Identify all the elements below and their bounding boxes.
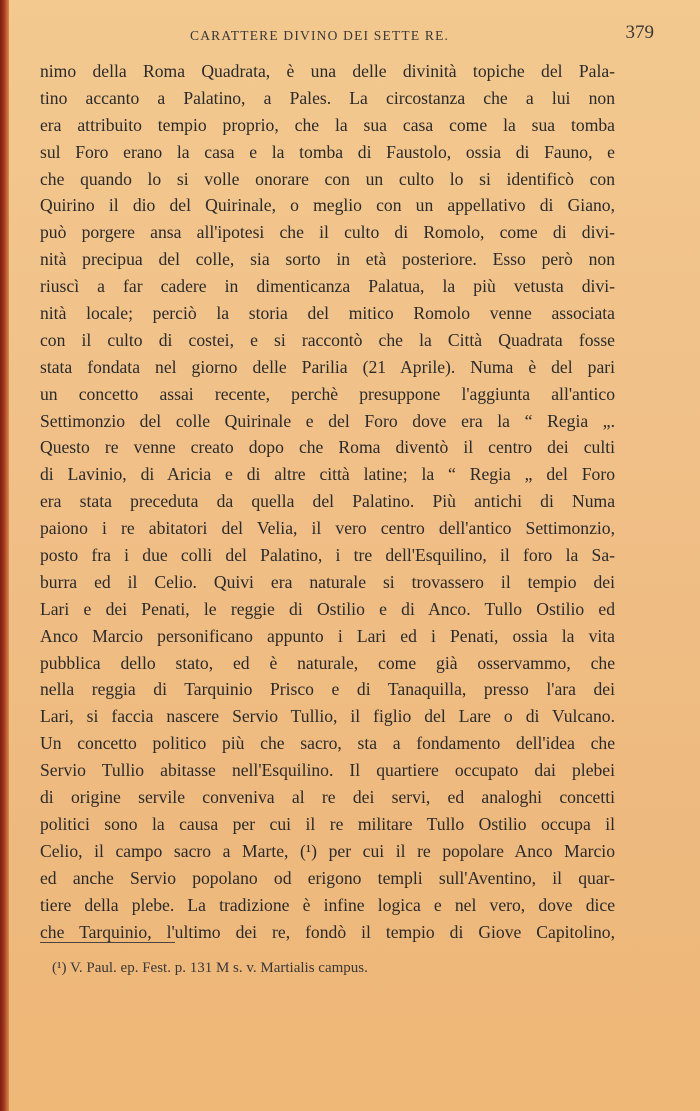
text-line: nella reggia di Tarquinio Prisco e di Tanaquilla, presso l'ara dei (40, 679, 615, 700)
text-line: posto fra i due colli del Palatino, i tre dell'Esquilino, il foro la Sa- (40, 545, 615, 566)
text-line: un concetto assai recente, perchè presuppone l'aggiunta all'antico (40, 383, 615, 404)
text-line: che quando lo si volle onorare con un culto lo si identificò con (40, 168, 615, 189)
body-text (40, 58, 615, 945)
text-line: Lari e dei Penati, le reggie di Ostilio e di Anco. Tullo Ostilio ed (40, 598, 615, 619)
text-line: con il culto di costei, e si raccontò che la Città Quadrata fosse (40, 329, 615, 350)
text-line: Un concetto politico più che sacro, sta a fondamento dell'idea che (40, 733, 615, 754)
text-line: che Tarquinio, l'ultimo dei re, fondò il tempio di Giove Capitolino, (40, 921, 615, 942)
text-line: stata fondata nel giorno delle Parilia (21 Aprile). Numa è del pari (40, 356, 615, 377)
text-line: può porgere ansa all'ipotesi che il culto di Romolo, come di divi- (40, 222, 615, 243)
text-line: pubblica dello stato, ed è naturale, come già osservammo, che (40, 652, 615, 673)
text-line: Lari, si faccia nascere Servio Tullio, il figlio del Lare o di Vulcano. (40, 706, 615, 727)
text-line: tiere della plebe. La tradizione è infine logica e nel vero, dove dice (40, 894, 615, 915)
text-line: nità precipua del colle, sia sorto in età posteriore. Esso però non (40, 249, 615, 270)
text-line: era stata preceduta da quella del Palatino. Più antichi di Numa (40, 491, 615, 512)
page-header (40, 20, 654, 48)
text-line: di origine servile conveniva al re dei servi, ed analoghi concetti (40, 787, 615, 808)
text-line: Celio, il campo sacro a Marte, (¹) per cui il re popolare Anco Marcio (40, 840, 615, 861)
text-line: di Lavinio, di Aricia e di altre città latine; la “ Regia „ del Foro (40, 464, 615, 485)
footnote: (¹) V. Paul. ep. Fest. p. 131 M s. v. Martialis campus. (52, 960, 368, 976)
text-line: Quirino il dio del Quirinale, o meglio con un appellativo di Giano, (40, 195, 615, 216)
text-line: tino accanto a Palatino, a Pales. La circostanza che a lui non (40, 87, 615, 108)
text-line: paiono i re abitatori del Velia, il vero centro dell'antico Settimonzio, (40, 518, 615, 539)
text-line: ed anche Servio popolano od erigono templi sull'Aventino, il quar- (40, 867, 615, 888)
text-line: burra ed il Celio. Quivi era naturale si trovassero il tempio dei (40, 571, 615, 592)
text-line: nimo della Roma Quadrata, è una delle divinità topiche del Pala- (40, 61, 615, 81)
text-line: politici sono la causa per cui il re militare Tullo Ostilio occupa il (40, 813, 615, 834)
page-number: 379 (625, 22, 654, 43)
text-line: era attribuito tempio proprio, che la sua casa come la sua tomba (40, 114, 615, 135)
text-line: sul Foro erano la casa e la tomba di Faustolo, ossia di Fauno, e (40, 141, 615, 162)
text-line: riuscì a far cadere in dimenticanza Palatua, la più vetusta divi- (40, 276, 615, 297)
text-line: Settimonzio del colle Quirinale e del Foro dove era la “ Regia „. (40, 410, 615, 431)
text-line: Servio Tullio abitasse nell'Esquilino. Il quartiere occupato dai plebei (40, 760, 615, 781)
running-head: CARATTERE DIVINO DEI SETTE RE. (190, 28, 450, 43)
text-line: Questo re venne creato dopo che Roma diventò il centro dei culti (40, 437, 615, 458)
text-line: Anco Marcio personificano appunto i Lari ed i Penati, ossia la vita (40, 625, 615, 646)
footnote-rule (40, 942, 175, 943)
book-spine-edge (0, 0, 9, 1111)
text-line: nità locale; perciò la storia del mitico Romolo venne associata (40, 303, 615, 324)
